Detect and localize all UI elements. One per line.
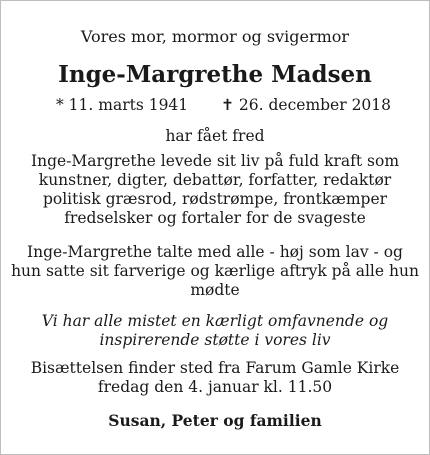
signature: Susan, Peter og familien [108,411,322,430]
intro-text: Vores mor, mormor og svigermor [80,27,350,46]
life-description: Inge-Margrethe levede sit liv på fuld kraft som kunstner, digter, debattør, forfatter, redaktør politisk græsrod, rødstrømpe, frontkæmper fredselsker og fortaler for de svageste [30,152,400,227]
deceased-name: Inge-Margrethe Madsen [58,61,372,88]
passed-text: har fået fred [165,127,265,145]
tribute-text: Inge-Margrethe talte med alle - høj som lav - og hun satte sit farverige og kærlige aftryk på alle hun mødte [11,243,419,299]
quote-text: Vi har alle mistet en kærligt omfavnende og inspirerende støtte i vores liv [41,312,389,349]
death-date: ✝ 26. december 2018 [221,96,392,114]
birth-date: * 11. marts 1941 [56,96,189,114]
funeral-info: Bisættelsen finder sted fra Farum Gamle Kirke fredag den 4. januar kl. 11.50 [30,359,400,396]
